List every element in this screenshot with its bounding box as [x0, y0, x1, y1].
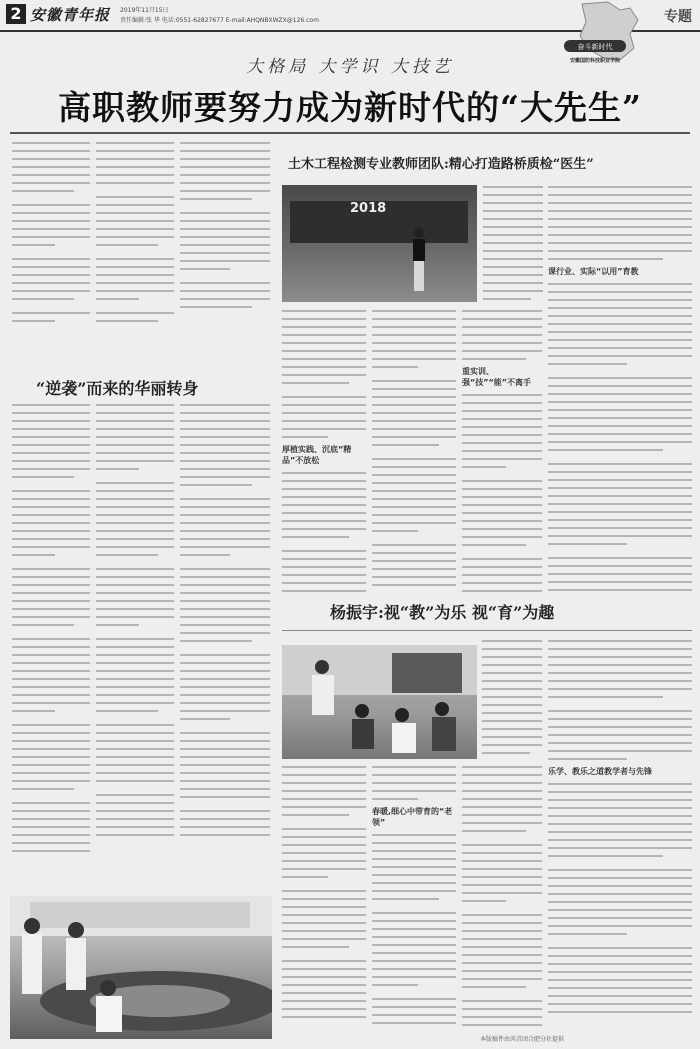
photo-classroom: [282, 645, 477, 759]
text-column: [282, 310, 366, 592]
story1-title: “逆袭”而来的华丽转身: [36, 379, 199, 398]
text-column: [548, 640, 692, 1030]
text-column: [96, 404, 174, 892]
story3-title: 杨振宇:视“教”为乐 视“育”为趣: [330, 603, 555, 622]
headline: 高职教师要努力成为新时代的“大先生”: [58, 88, 642, 127]
footer-credit: 本版稿件由共青团合肥分社提供: [480, 1036, 565, 1043]
text-column: [12, 142, 90, 342]
text-column: [282, 766, 366, 1030]
headline-rule: [10, 132, 690, 134]
story2-title: 土木工程检测专业教师团队:精心打造路桥质检“医生”: [288, 157, 594, 172]
text-column: [482, 640, 542, 762]
text-column: [372, 310, 456, 592]
text-column: [96, 142, 174, 342]
page-number: 2: [6, 4, 26, 24]
text-column: [548, 186, 692, 592]
logo-badge-text: 奋斗新时代: [577, 43, 613, 51]
text-column: [12, 404, 90, 892]
text-column: [372, 766, 456, 1030]
photo-outdoor-event: [10, 896, 272, 1039]
banner-year: 2018: [350, 201, 387, 216]
story2-mini-head-1: 厚植实践、沉底“精品”不放松: [282, 445, 352, 465]
headline-kicker: 大格局 大学识 大技艺: [246, 57, 454, 77]
presenter-figure: [410, 227, 428, 293]
text-column: [462, 766, 542, 1030]
section-label: 专题: [664, 9, 692, 25]
paper-name: 安徽青年报: [30, 6, 111, 24]
story2-mini-head-2: 重实训、强“技”“能”不离手: [462, 367, 532, 387]
text-column: [180, 142, 270, 342]
right-col-mini-head: 课行业、实际“以用”育教: [548, 267, 639, 276]
text-column: [180, 404, 270, 892]
date-line: 2019年11月15日: [120, 7, 169, 14]
text-column: [462, 310, 542, 592]
divider: [282, 630, 692, 631]
logo-caption: 安徽国防科技职业学院: [569, 58, 621, 64]
text-column: [483, 186, 543, 304]
story3-mini-head-2: 乐学、教乐之道教学者与先锋: [548, 767, 652, 776]
photo-banner: [290, 201, 468, 243]
photo-presentation-stage: [282, 185, 477, 302]
story3-mini-head-1: 春暖,细心中带育的“老领”: [372, 807, 453, 827]
editor-line: 责任编辑:张 华 电话:0551-62827677 E-mail:AHQNBXWZX@126.com: [120, 17, 319, 24]
